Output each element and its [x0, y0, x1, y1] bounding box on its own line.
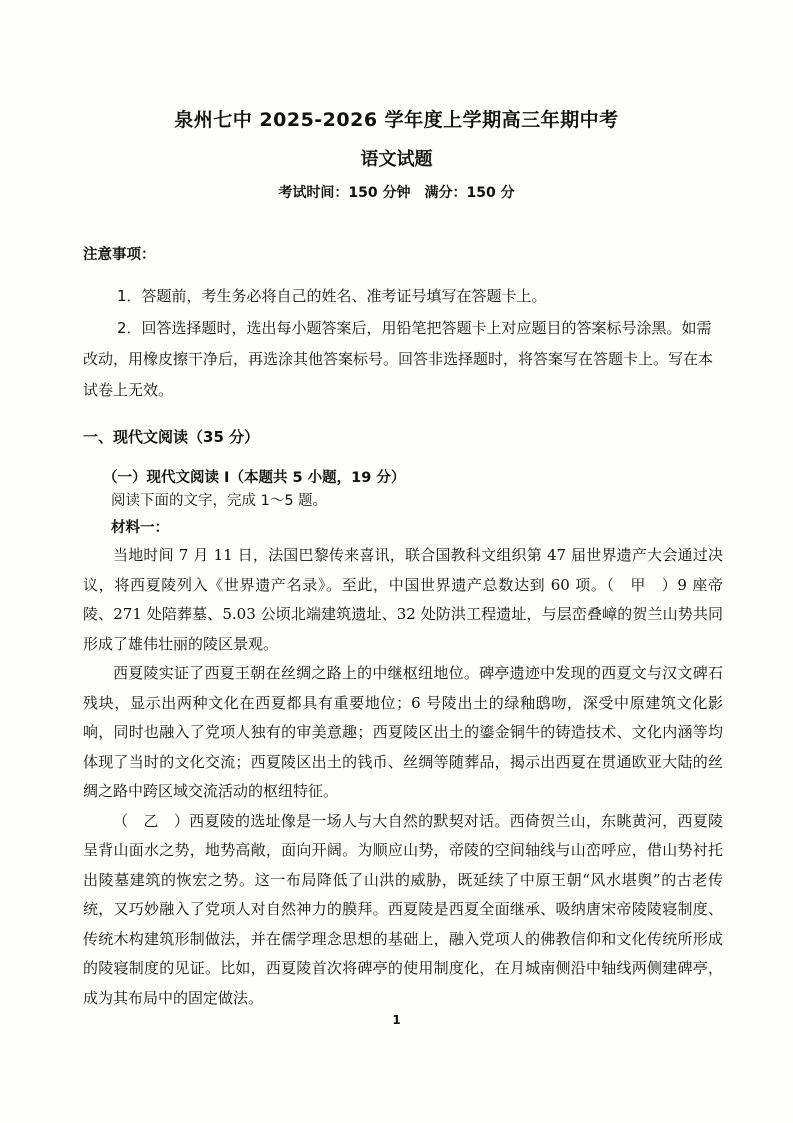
notice-item-2-text: 2．回答选择题时，选出每小题答案后，用铅笔把答题卡上对应题目的答案标号涂黑。如需改动，用橡皮擦干净后，再选涂其他答案标号。回答非选择题时，将答案写在答题卡上。写在本试卷上无效。 [83, 319, 714, 399]
material-label: 材料一： [111, 520, 169, 536]
notice-item-1-text: 1．答题前，考生务必将自己的姓名、准考证号填写在答题卡上。 [117, 287, 547, 305]
notice-item-2 [83, 313, 713, 406]
subsection-heading: （一）现代文阅读 Ⅰ（本题共 5 小题，19 分） [103, 470, 406, 486]
page-number: 1 [392, 1013, 401, 1027]
exam-time-score: 考试时间：150 分钟 满分：150 分 [278, 185, 515, 201]
reading-instruction: 阅读下面的文字，完成 1～5 题。 [111, 493, 328, 509]
passage-paragraph-3: （ 乙 ）西夏陵的选址像是一场人与大自然的默契对话。西倚贺兰山，东眺黄河，西夏陵呈背山面水之势，地势高敞，面向开阔。为顺应山势，帝陵的空间轴线与山峦呼应，借山势衬托出陵墓建筑的恢宏之势。这一布局降低了山洪的威胁，既延续了中原王朝“风水堪舆”的古老传统，又巧妙融入了党项人对自然神力的膜拜。西夏陵是西夏全面继承、吸纳唐宋帝陵陵寝制度、传统木构建筑形制做法，并在儒学理念思想的基础上，融入党项人的佛教信仰和文化传统所形成的陵寝制度的见证。比如，西夏陵首次将碑亭的使用制度化，在月城南侧沿中轴线两侧建碑亭，成为其布局中的固定做法。 [83, 811, 723, 1007]
reading-passage [83, 541, 723, 1013]
notice-item-1 [83, 281, 713, 312]
section-heading: 一、现代文阅读（35 分） [83, 428, 260, 446]
exam-subject: 语文试题 [360, 149, 433, 170]
notice-heading: 注意事项： [83, 247, 156, 263]
exam-title: 泉州七中 2025-2026 学年度上学期高三年期中考 [174, 109, 619, 131]
passage-paragraph-2: 西夏陵实证了西夏王朝在丝绸之路上的中继枢纽地位。碑亭遗迹中发现的西夏文与汉文碑石残块，显示出两种文化在西夏都具有重要地位；6 号陵出土的绿釉鸱吻，深受中原建筑文化影响，同时也融入了党项人独有的审美意趣；西夏陵区出土的鎏金铜牛的铸造技术、文化内涵等均体现了当时的文化交流；西夏陵区出土的钱币、丝绸等随葬品，揭示出西夏在贯通欧亚大陆的丝绸之路中跨区域交流活动的枢纽特征。 [83, 664, 723, 800]
passage-paragraph-1: 当地时间 7 月 11 日，法国巴黎传来喜讯，联合国教科文组织第 47 届世界遗产大会通过决议，将西夏陵列入《世界遗产名录》。至此，中国世界遗产总数达到 60 项。（ 甲 ）9 座帝陵、271 处陪葬墓、5.03 公顷北端建筑遗址、32 处防洪工程遗址，与层峦叠嶂的贺兰山势共同形成了雄伟壮丽的陵区景观。 [83, 546, 723, 653]
